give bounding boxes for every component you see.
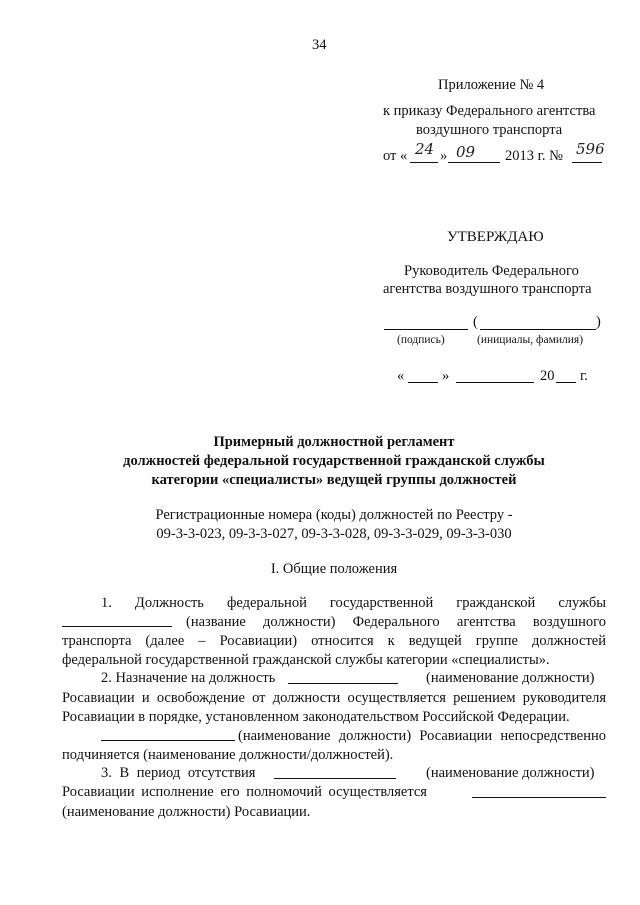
p3-blank2 <box>472 797 606 798</box>
date-year: 2013 г. № <box>505 148 564 164</box>
approve-year-line <box>556 382 576 383</box>
date-month-handwritten: 09 <box>456 143 476 161</box>
approve-date-open: « <box>397 368 405 384</box>
p3-line1a: 3. В период отсутствия <box>101 765 256 781</box>
approve-month-line <box>456 382 534 383</box>
date-number-handwritten: 596 <box>576 140 605 158</box>
registry-line1: Регистрационные номера (коды) должностей по Реестру - <box>155 507 513 523</box>
p2-line1b: (наименование должности) <box>426 670 595 686</box>
doc-heading-line3: категории «специалисты» ведущей группы должностей <box>151 472 517 488</box>
p2-blank1 <box>288 683 398 684</box>
paren-open: ( <box>473 314 478 330</box>
registry-line2: 09-3-3-023, 09-3-3-027, 09-3-3-028, 09-3-3-029, 09-3-3-030 <box>156 526 512 542</box>
p3-line2: Росавиации исполнение его полномочий осуществляется <box>62 784 427 800</box>
approve-year: 20 <box>540 368 555 384</box>
approve-day-line <box>408 382 438 383</box>
date-mid: » <box>440 148 448 164</box>
approve-year-suffix: г. <box>580 368 588 384</box>
approve-head-line1: Руководитель Федерального <box>404 263 579 279</box>
doc-heading-line2: должностей федеральной государственной гражданской службы <box>123 453 545 469</box>
appendix-order-line2: воздушного транспорта <box>416 122 563 138</box>
p2-line1a: 2. Назначение на должность <box>101 670 276 686</box>
p3-line3: (наименование должности) Росавиации. <box>62 804 311 820</box>
paren-close: ) <box>596 314 601 330</box>
date-day-handwritten: 24 <box>415 140 435 158</box>
p1-line3: транспорта (далее – Росавиации) относится к ведущей группе должностей <box>62 633 606 649</box>
date-prefix: от « <box>383 148 408 164</box>
p3-blank1 <box>274 778 396 779</box>
approve-title: УТВЕРЖДАЮ <box>447 229 544 245</box>
date-month-underline <box>448 162 500 163</box>
p1-line1: 1. Должность федеральной государственной гражданской службы <box>101 595 606 611</box>
p2-line3: Росавиации в порядке, установленном законодательством Российской Федерации. <box>62 709 570 725</box>
p2-line4: (наименование должности) Росавиации непосредственно <box>238 728 606 744</box>
approve-date-close: » <box>442 368 450 384</box>
signature-line <box>384 329 468 330</box>
doc-heading-line1: Примерный должностной регламент <box>213 434 455 450</box>
p3-line1b: (наименование должности) <box>426 765 595 781</box>
approve-head-line2: агентства воздушного транспорта <box>383 281 592 297</box>
p2-blank2 <box>101 740 235 741</box>
p1-line2: (название должности) Федерального агентства воздушного <box>186 614 606 630</box>
p2-line2: Росавиации и освобождение от должности осуществляется решением руководителя <box>62 690 606 706</box>
p1-blank <box>62 626 172 627</box>
date-day-underline <box>410 162 438 163</box>
appendix-order-line1: к приказу Федерального агентства <box>383 103 596 119</box>
p2-line5: подчиняется (наименование должности/должностей). <box>62 747 394 763</box>
name-caption: (инициалы, фамилия) <box>477 334 584 346</box>
page-number: 34 <box>312 37 327 53</box>
p1-line4: федеральной государственной гражданской службы категории «специалисты». <box>62 652 550 668</box>
date-number-underline <box>572 162 602 163</box>
section-title: I. Общие положения <box>270 561 398 577</box>
signature-caption: (подпись) <box>397 334 445 346</box>
appendix-title: Приложение № 4 <box>438 77 545 93</box>
name-line <box>480 329 596 330</box>
